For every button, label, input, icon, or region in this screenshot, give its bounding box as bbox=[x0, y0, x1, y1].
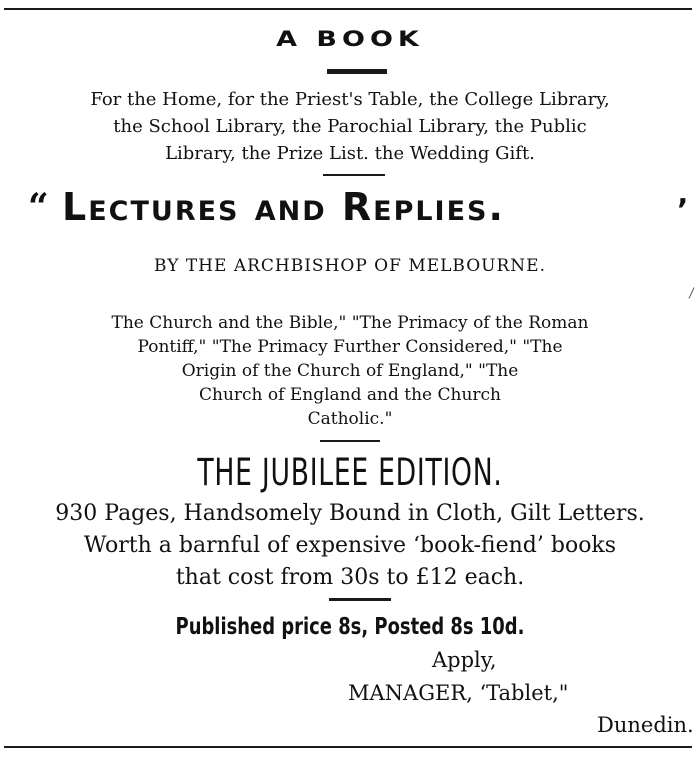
separator-dash bbox=[323, 174, 385, 176]
intro-line-1: For the Home, for the Priest's Table, the College Library, bbox=[90, 89, 610, 110]
details-line-3: that cost from 30s to £12 each. bbox=[175, 565, 525, 590]
separator-dash bbox=[320, 440, 380, 442]
print-speck bbox=[689, 287, 695, 298]
title-open-quote: “ bbox=[28, 186, 49, 228]
price-line: Published price 8s, Posted 8s 10d. bbox=[175, 614, 525, 640]
city-line: Dunedin. bbox=[597, 713, 694, 737]
author-byline: BY THE ARCHBISHOP OF MELBOURNE. bbox=[154, 256, 546, 276]
separator-dash bbox=[329, 598, 391, 601]
intro-line-2: the School Library, the Parochial Library, the Public bbox=[113, 116, 587, 137]
intro-line-3: Library, the Prize List. the Wedding Gift. bbox=[165, 143, 535, 164]
details-line-2: Worth a barnful of expensive ‘book-fiend’ books bbox=[83, 533, 617, 558]
ornamental-dash bbox=[327, 69, 387, 74]
bottom-border-rule bbox=[4, 746, 692, 748]
details-line-1: 930 Pages, Handsomely Bound in Cloth, Gilt Letters. bbox=[55, 501, 645, 526]
contents-line-3: Origin of the Church of England," "The bbox=[181, 361, 519, 381]
book-title: Lectures and Replies. bbox=[62, 185, 505, 229]
contents-line-1: The Church and the Bible," "The Primacy of the Roman bbox=[111, 313, 589, 333]
contents-line-2: Pontiff," "The Primacy Further Considered," "The bbox=[137, 337, 563, 357]
manager-line: MANAGER, ‘Tablet," bbox=[348, 681, 569, 705]
advert-heading: A BOOK bbox=[276, 27, 424, 52]
edition-title: THE JUBILEE EDITION. bbox=[197, 451, 503, 494]
title-close-quote: ’ bbox=[677, 193, 689, 228]
contents-line-5: Catholic." bbox=[307, 409, 393, 429]
apply-line: Apply, bbox=[432, 648, 497, 672]
top-border-rule bbox=[4, 8, 692, 10]
contents-line-4: Church of England and the Church bbox=[199, 385, 501, 405]
